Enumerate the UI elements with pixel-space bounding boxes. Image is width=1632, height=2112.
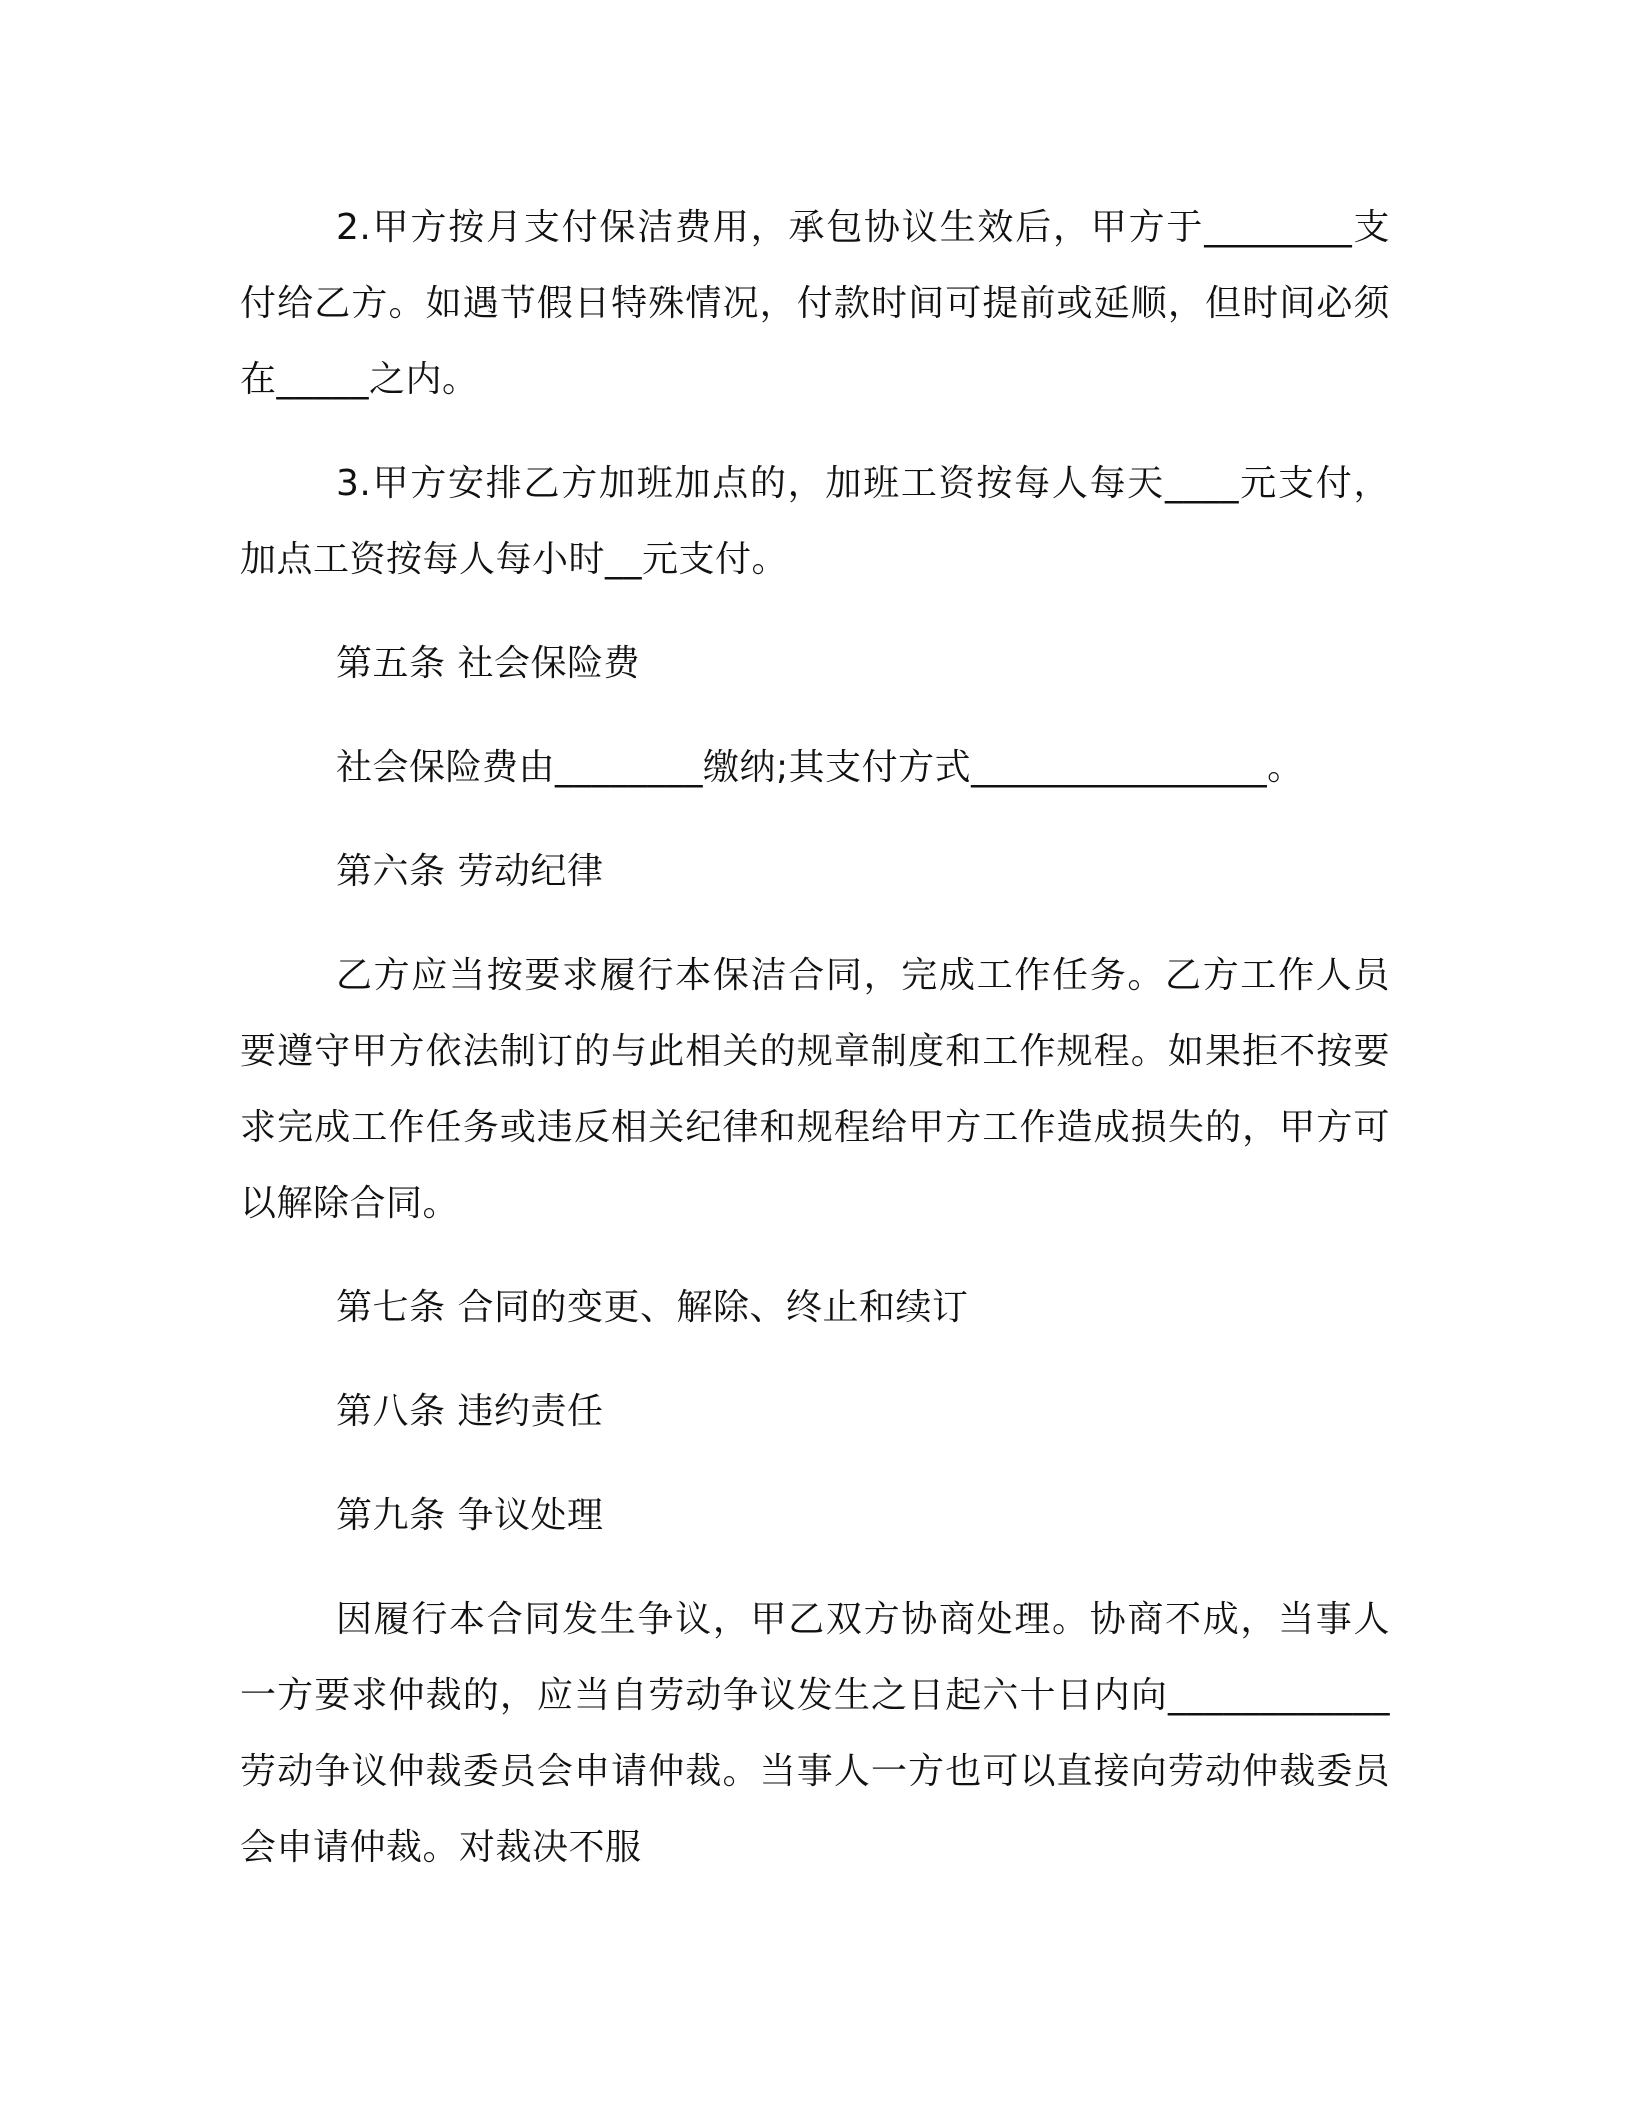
article-6-body: 乙方应当按要求履行本保洁合同，完成工作任务。乙方工作人员要遵守甲方依法制订的与此相关的规章制度和工作规程。如果拒不按要求完成工作任务或违反相关纪律和规程给甲方工作造成损失的，甲方可以解除合同。 <box>240 955 1390 1224</box>
article-8-heading: 第八条 违约责任 <box>336 1391 604 1432</box>
clause-4-item-3: 3.甲方安排乙方加班加点的，加班工资按每人每天____元支付，加点工资按每人每小时__元支付。 <box>240 463 1390 580</box>
document-body <box>240 190 1390 1914</box>
article-7-heading: 第七条 合同的变更、解除、终止和续订 <box>336 1287 969 1328</box>
article-5-heading: 第五条 社会保险费 <box>336 643 640 684</box>
article-5-body: 社会保险费由________缴纳;其支付方式________________。 <box>336 747 1304 788</box>
article-6-heading: 第六条 劳动纪律 <box>336 851 604 892</box>
article-9-body: 因履行本合同发生争议，甲乙双方协商处理。协商不成，当事人一方要求仲裁的，应当自劳动争议发生之日起六十日内向____________劳动争议仲裁委员会申请仲裁。当事人一方也可以直接向劳动仲裁委员会申请仲裁。对裁决不服 <box>240 1599 1390 1868</box>
article-9-heading: 第九条 争议处理 <box>336 1495 604 1536</box>
clause-4-item-2: 2.甲方按月支付保洁费用，承包协议生效后，甲方于________支付给乙方。如遇节假日特殊情况，付款时间可提前或延顺，但时间必须在_____之内。 <box>240 207 1390 400</box>
